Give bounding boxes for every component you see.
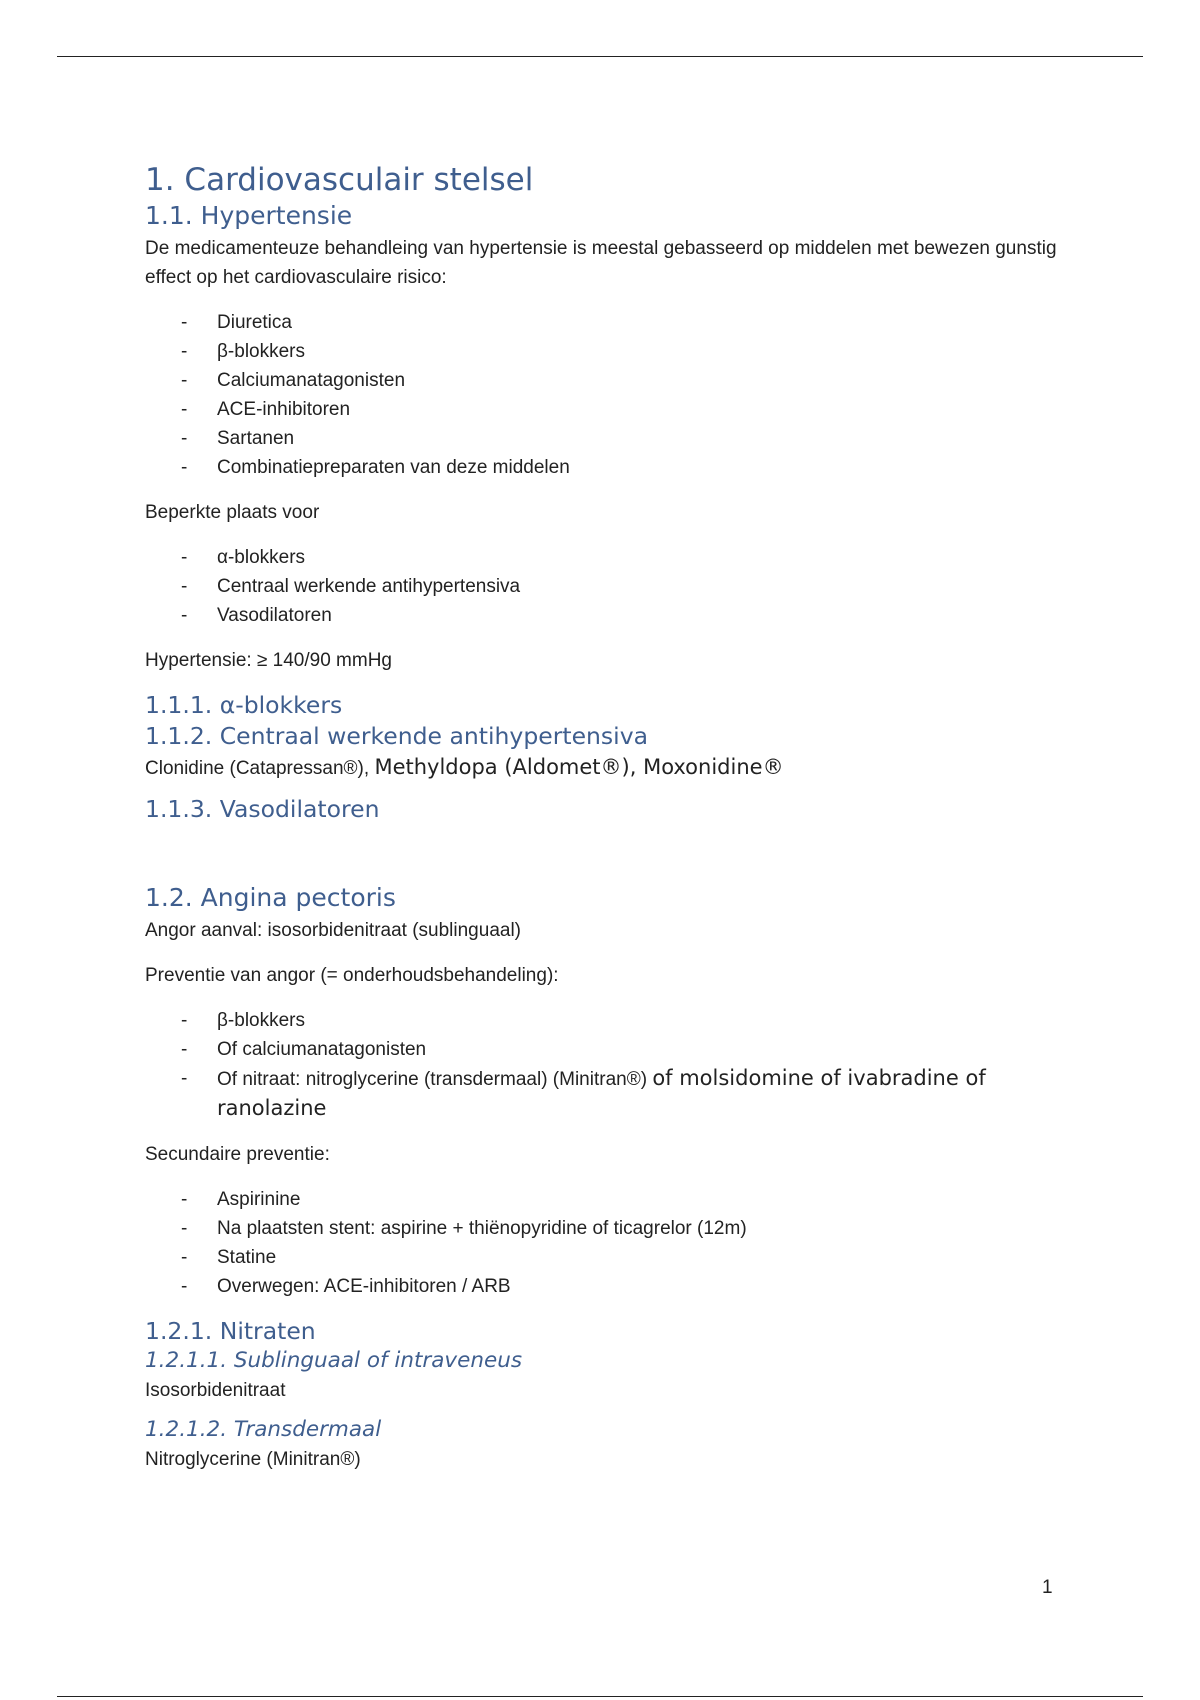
prevention-label: Preventie van angor (= onderhoudsbehandeling): — [145, 965, 559, 986]
sublinguaal-text: Isosorbidenitraat — [145, 1380, 286, 1401]
section-heading-hypertensie: 1.1. Hypertensie — [145, 201, 353, 230]
list-item: - β-blokkers — [145, 337, 1065, 366]
subsection-heading-centraal: 1.1.2. Centraal werkende antihypertensiva — [145, 722, 649, 750]
central-drugs-text — [145, 753, 1065, 783]
list-item: - Overwegen: ACE-inhibitoren / ARB — [145, 1272, 1065, 1301]
limited-use-label: Beperkte plaats voor — [145, 502, 320, 523]
central-drugs-part1: Clonidine (Catapressan®), — [145, 758, 370, 779]
list-item: - Statine — [145, 1243, 1065, 1272]
header-rule — [57, 56, 1143, 57]
list-item: - Sartanen — [145, 424, 1065, 453]
hypertension-threshold: Hypertensie: ≥ 140/90 mmHg — [145, 650, 392, 671]
list-item: - Calciumanatagonisten — [145, 366, 1065, 395]
section-heading-angina: 1.2. Angina pectoris — [145, 883, 396, 912]
document-page — [145, 162, 1065, 1490]
transdermaal-text: Nitroglycerine (Minitran®) — [145, 1449, 361, 1470]
footer-rule — [57, 1696, 1143, 1697]
list-item: - ACE-inhibitoren — [145, 395, 1065, 424]
nitrate-alternatives: of molsidomine of ivabradine of ranolazine — [217, 1066, 986, 1120]
list-item: - Of calciumanatagonisten — [145, 1035, 1065, 1064]
subsubsection-heading-transdermaal: 1.2.1.2. Transdermaal — [145, 1417, 382, 1442]
angina-attack-text: Angor aanval: isosorbidenitraat (sublinguaal) — [145, 920, 522, 941]
hypertensie-intro: De medicamenteuze behandleing van hypertensie is meestal gebasseerd op middelen met bewezen gunstig effect op het cardiovasculaire risico: — [145, 238, 1057, 288]
secondary-prevention-list — [145, 1185, 1065, 1301]
list-item: - Combinatiepreparaten van deze middelen — [145, 453, 1065, 482]
first-line-drug-list — [145, 308, 1065, 482]
subsubsection-heading-sublinguaal: 1.2.1.1. Sublinguaal of intraveneus — [145, 1348, 523, 1373]
list-item: - Na plaatsten stent: aspirine + thiënopyridine of ticagrelor (12m) — [145, 1214, 1065, 1243]
subsection-heading-nitraten: 1.2.1. Nitraten — [145, 1317, 316, 1345]
list-item: - Vasodilatoren — [145, 601, 1065, 630]
chapter-title: 1. Cardiovasculair stelsel — [145, 162, 534, 198]
list-item: - Centraal werkende antihypertensiva — [145, 572, 1065, 601]
list-item: - α-blokkers — [145, 543, 1065, 572]
list-item: - Aspirinine — [145, 1185, 1065, 1214]
subsection-heading-vasodilatoren: 1.1.3. Vasodilatoren — [145, 795, 380, 823]
list-item: - Diuretica — [145, 308, 1065, 337]
limited-use-list — [145, 543, 1065, 630]
list-item — [145, 1064, 1065, 1124]
list-item: - β-blokkers — [145, 1006, 1065, 1035]
nitrate-text: Of nitraat: nitroglycerine (transdermaal) (Minitran®) — [217, 1069, 648, 1090]
subsection-heading-alpha-blokkers: 1.1.1. α-blokkers — [145, 691, 343, 719]
central-drugs-part2: Methyldopa (Aldomet®), Moxonidine® — [374, 755, 784, 779]
page-number: 1 — [1042, 1577, 1053, 1598]
prevention-list — [145, 1006, 1065, 1124]
secondary-prevention-label: Secundaire preventie: — [145, 1144, 330, 1165]
